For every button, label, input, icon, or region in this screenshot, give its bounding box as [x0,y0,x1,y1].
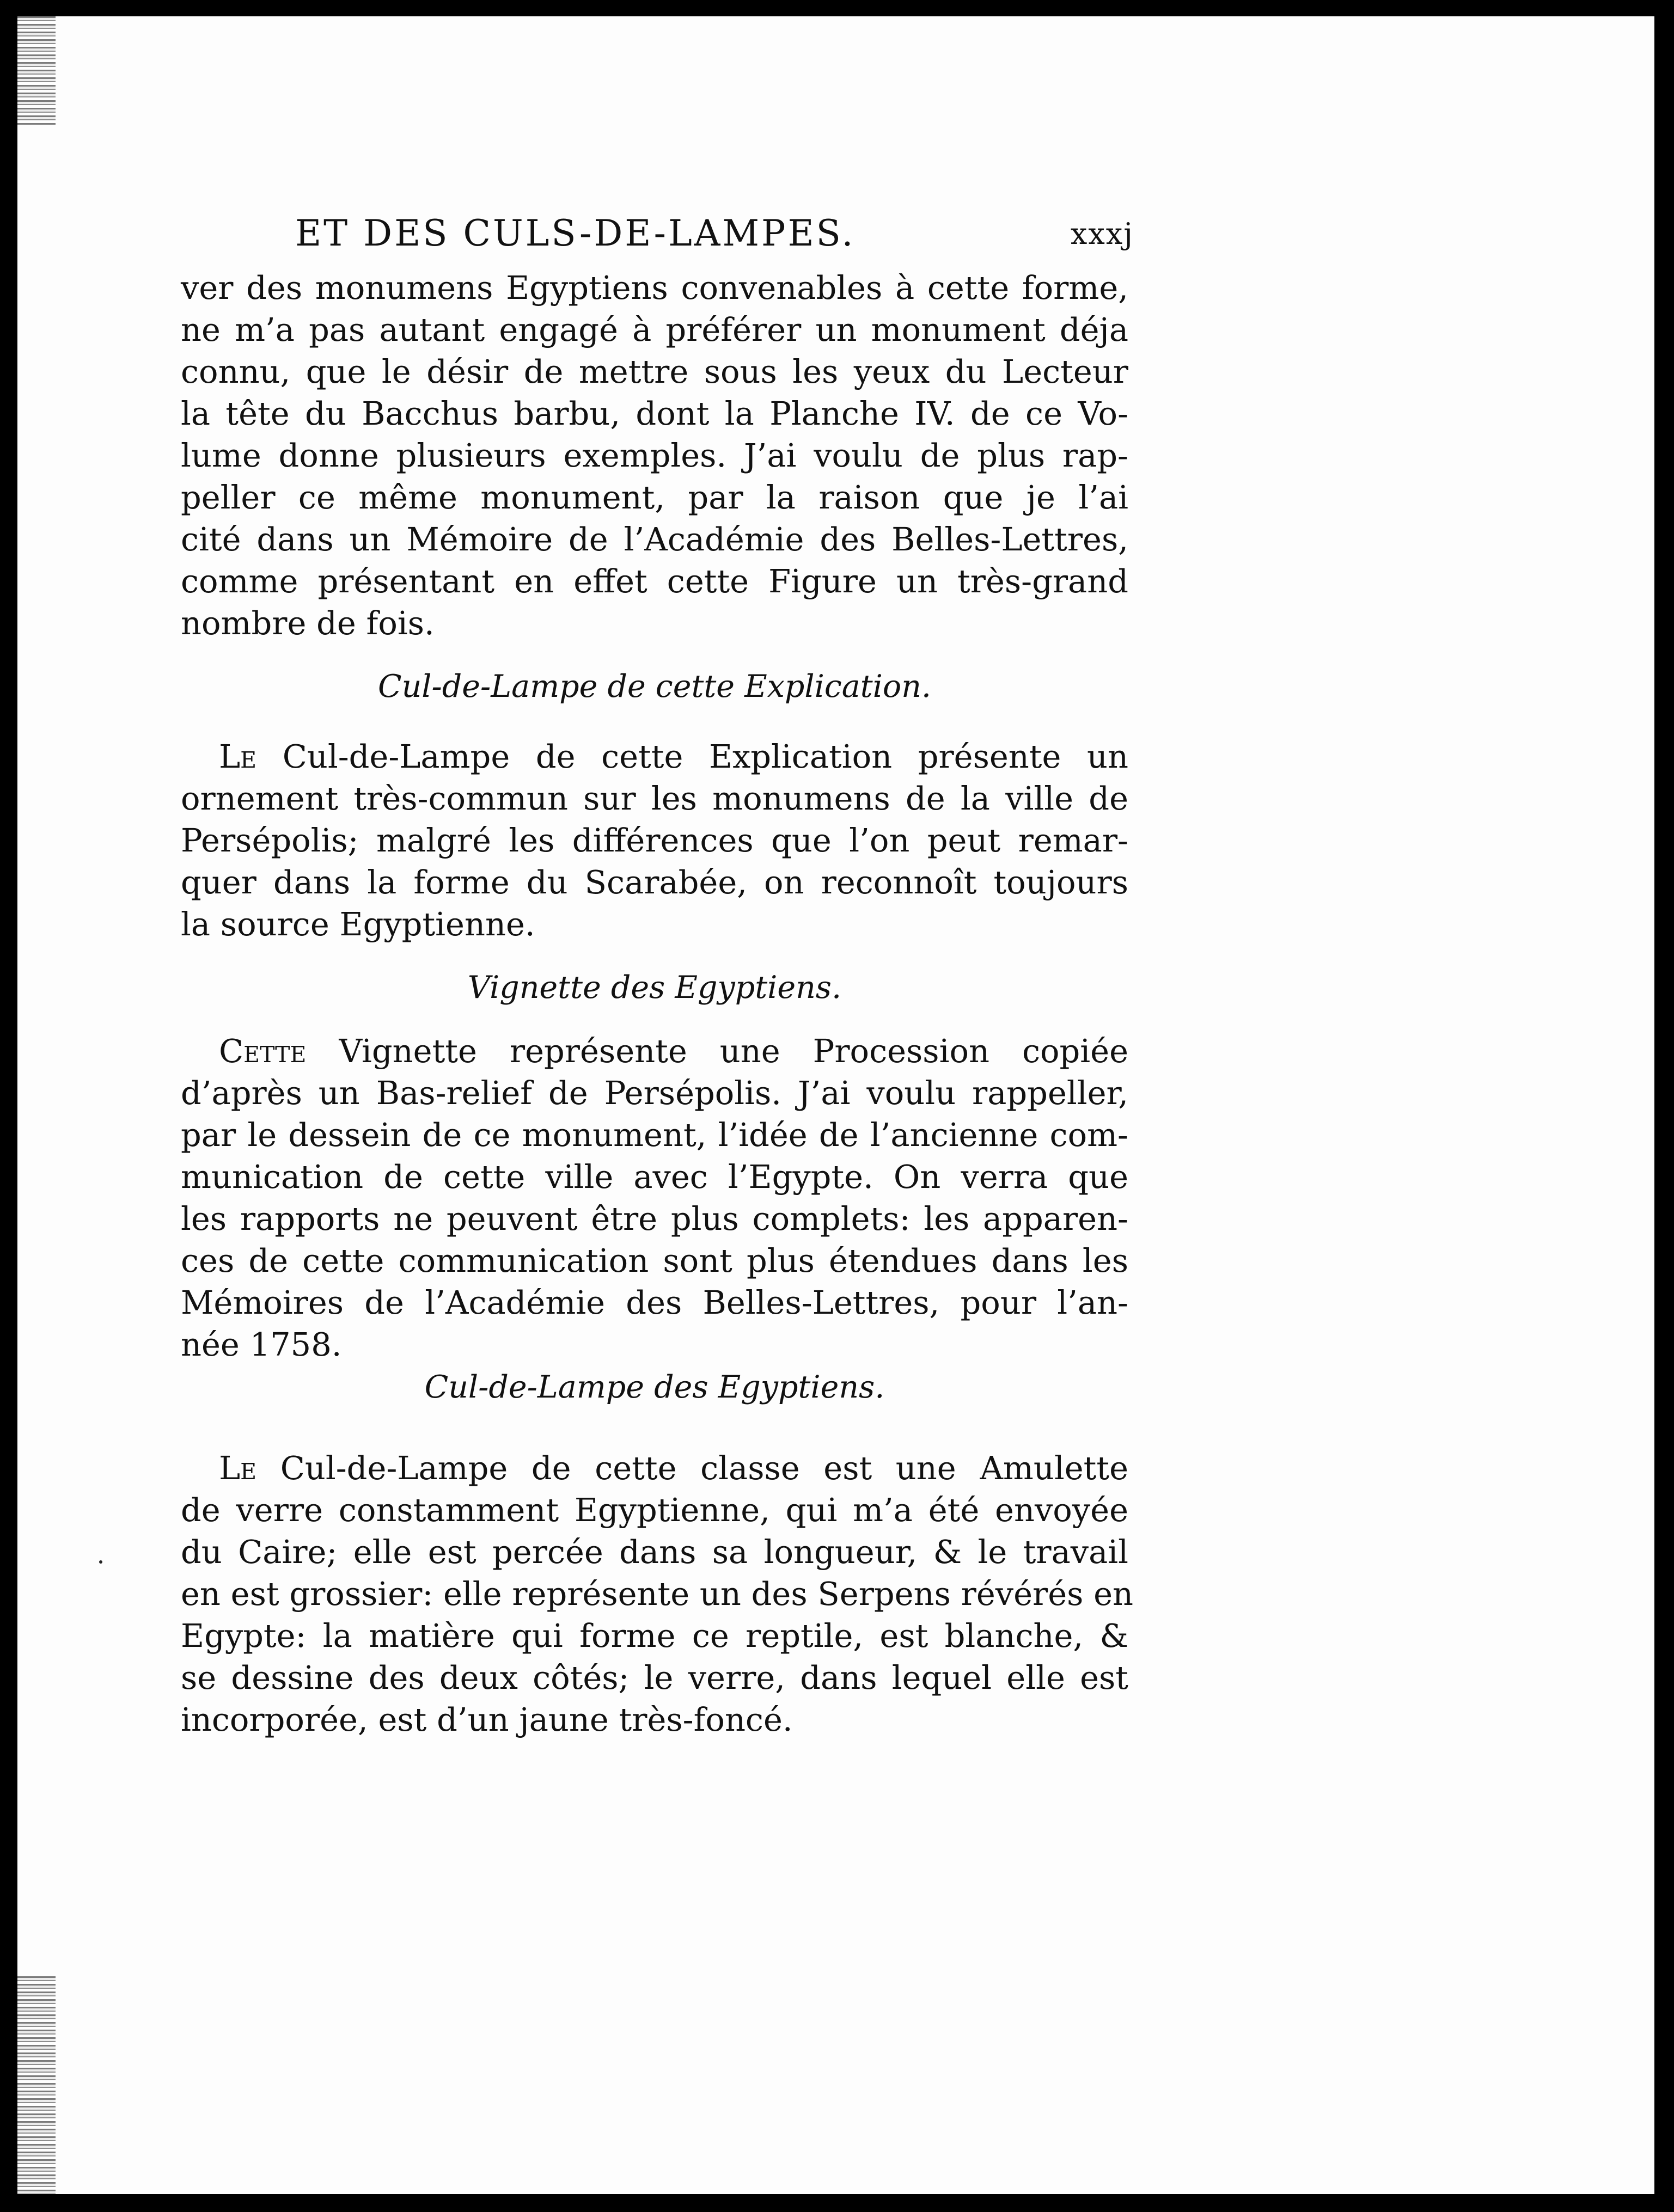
running-head-title: ET DES CULS-DE-LAMPES. [295,212,856,254]
section-heading: Cul-de-Lampe des Egyptiens. [424,1369,885,1405]
text-line: du Caire; elle est percée dans sa longueur, & le travail [181,1533,1128,1571]
text-line [181,736,1128,777]
page-number: xxxj [1070,217,1134,251]
text-line: cité dans un Mémoire de l’Académie des Belles-Lettres, [181,520,1128,558]
text-line: lume donne plusieurs exemples. J’ai voulu de plus rap- [181,437,1128,474]
text-line: d’après un Bas-relief de Persépolis. J’ai voulu rappeller, [181,1074,1128,1112]
text-line: Egypte: la matière qui forme ce reptile, est blanche, & [181,1617,1128,1655]
paragraph-lead-word: Cette [219,1032,307,1070]
text-line: née 1758. [181,1326,342,1363]
text-line: incorporée, est d’un jaune très-foncé. [181,1701,793,1738]
running-head [181,212,1134,267]
paragraph-cul-de-lampe-egyptiens [181,1447,1134,1741]
text-line: nombre de fois. [181,604,435,642]
ink-speck [99,1560,102,1564]
text-line: ver des monumens Egyptiens convenables à cette forme, [181,269,1128,307]
paragraph-continued [181,267,1128,644]
text-line: quer dans la forme du Scarabée, on reconnoît toujours [181,863,1128,901]
text-line: ne m’a pas autant engagé à préférer un monument déja [181,311,1128,348]
text-line: comme présentant en effet cette Figure un très-grand [181,562,1128,600]
paragraph-cul-de-lampe-explication [181,736,1128,945]
text-block [181,212,1134,1741]
text-line: peller ce même monument, par la raison que je l’ai [181,479,1128,516]
text-line [181,1447,1128,1489]
text-line: ornement très-commun sur les monumens de la ville de [181,780,1128,817]
section-heading: Vignette des Egyptiens. [467,970,842,1006]
text-line: Persépolis; malgré les différences que l’on peut remar- [181,822,1128,859]
text-line: en est grossier: elle représente un des Serpens révérés en [181,1575,1134,1613]
scan-edge-bottom-left [17,1976,56,2194]
text-line: la tête du Bacchus barbu, dont la Planche IV. de ce Vo- [181,395,1128,432]
text-line-rest: Vignette représente une Procession copiée [339,1032,1128,1070]
text-line: ces de cette communication sont plus étendues dans les [181,1242,1128,1279]
paragraph-lead-word: Le [219,1449,257,1487]
paragraph-lead-word: Le [219,738,257,775]
text-line: connu, que le désir de mettre sous les yeux du Lecteur [181,353,1128,390]
text-line: Mémoires de l’Académie des Belles-Lettres, pour l’an- [181,1284,1128,1321]
text-line: de verre constamment Egyptienne, qui m’a été envoyée [181,1491,1128,1529]
text-line: munication de cette ville avec l’Egypte. On verra que [181,1158,1128,1196]
scan-edge-top-left [17,16,56,125]
book-page [17,16,1654,2194]
section-heading: Cul-de-Lampe de cette Explication. [377,669,932,704]
text-line [181,1030,1128,1072]
paragraph-vignette-egyptiens [181,1030,1128,1365]
text-line: la source Egyptienne. [181,905,535,943]
text-line: se dessine des deux côtés; le verre, dans lequel elle est [181,1659,1128,1696]
text-line-rest: Cul-de-Lampe de cette classe est une Amulette [280,1449,1128,1487]
text-line-rest: Cul-de-Lampe de cette Explication présente un [282,738,1128,775]
text-line: par le dessein de ce monument, l’idée de l’ancienne com- [181,1116,1128,1154]
text-line: les rapports ne peuvent être plus complets: les apparen- [181,1200,1128,1237]
